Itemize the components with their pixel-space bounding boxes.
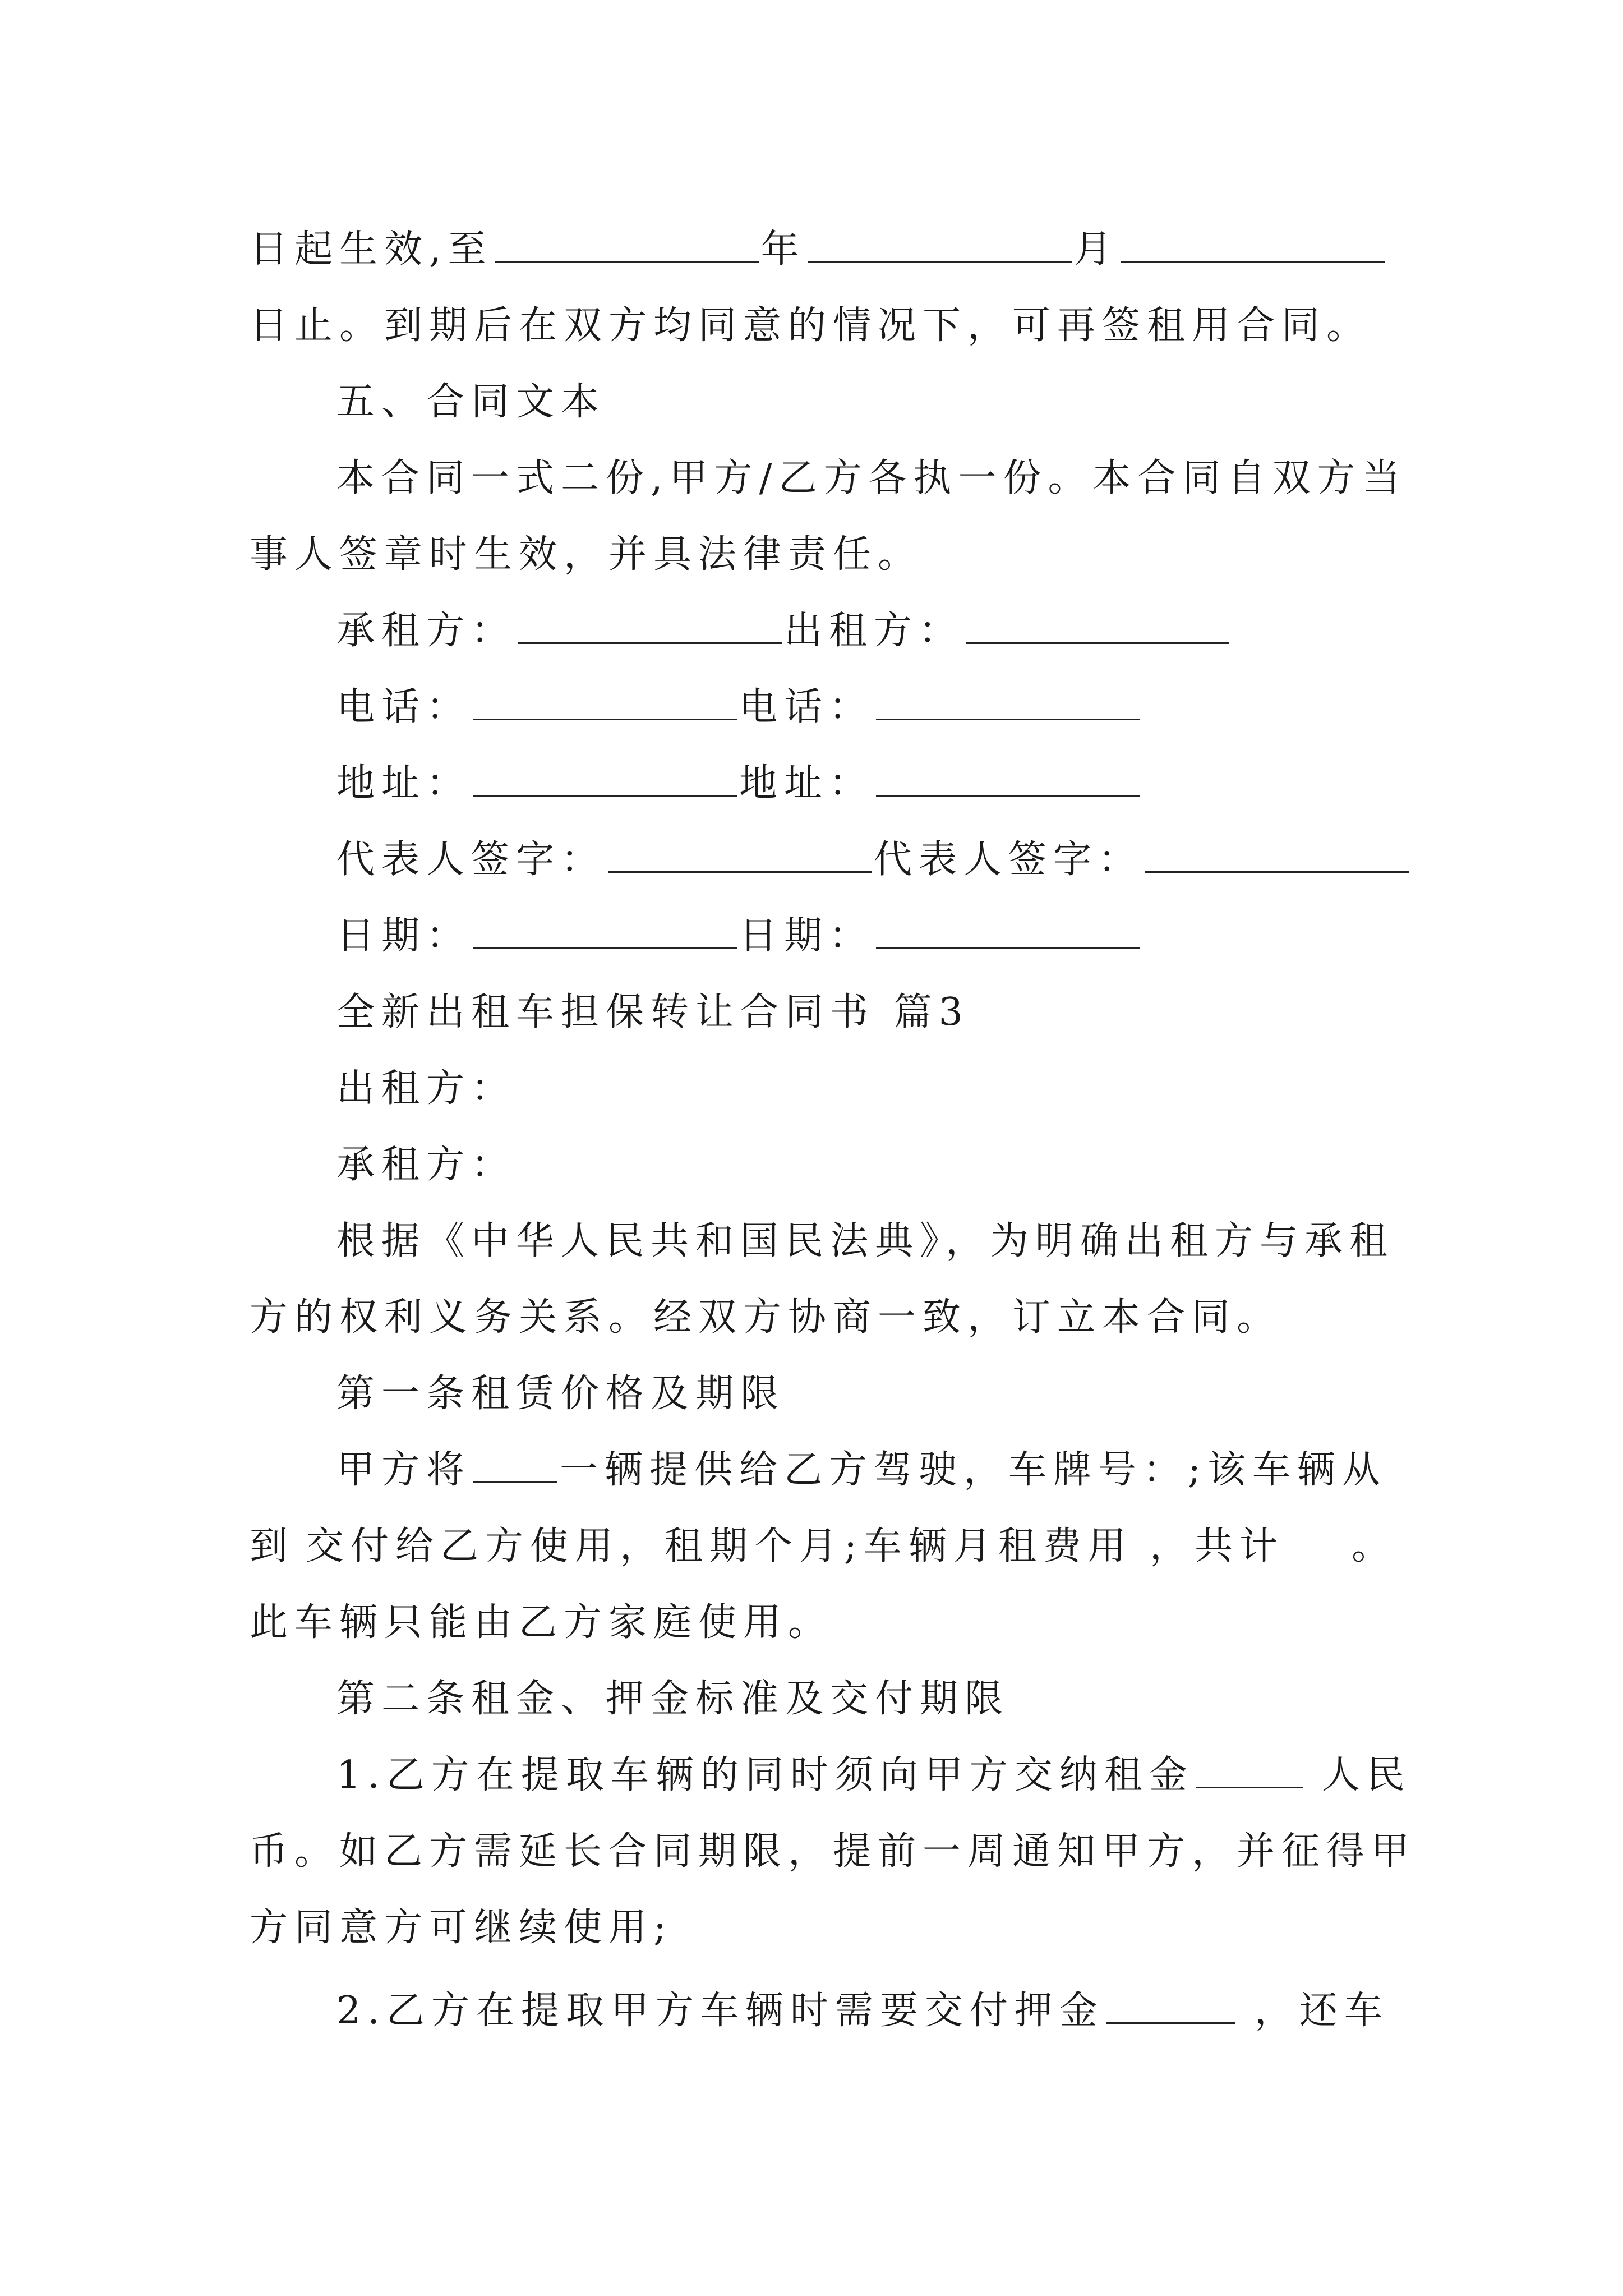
- section-heading: [336, 360, 606, 436]
- doc-line: [336, 1969, 1389, 2045]
- blank-field: [876, 687, 1140, 720]
- doc-line: [336, 1428, 1387, 1504]
- doc-line: [250, 1504, 1396, 1581]
- doc-line: [250, 1886, 673, 1962]
- text-segment: 出租方：: [336, 1066, 517, 1111]
- blank-field: [473, 1450, 557, 1483]
- text-segment: 日起生效,至: [250, 227, 493, 272]
- doc-line: [250, 513, 923, 589]
- text-segment: 本合同一式二份,甲方/乙方各执一份。本合同自双方当: [336, 455, 1407, 500]
- blank-field: [876, 916, 1140, 949]
- text-segment: 月: [1073, 227, 1119, 272]
- article-heading: [336, 1657, 1009, 1733]
- text-segment: 到: [250, 1524, 295, 1568]
- text-segment: 2.乙方在提取甲方车辆时需要交付押金: [336, 1988, 1104, 2033]
- doc-line: [250, 1810, 1416, 1886]
- doc-line: [336, 436, 1407, 513]
- field-label: 地址：: [336, 761, 472, 806]
- text-segment: 方的权利义务关系。经双方协商一致，订立本合同。: [250, 1295, 1282, 1340]
- text-segment: 第二条租金、押金标准及交付期限: [336, 1676, 1010, 1721]
- field-label: 代表人签字：: [874, 837, 1144, 882]
- field-label: 承租方：: [336, 608, 517, 653]
- document-title: [336, 970, 970, 1047]
- text-segment: 根据《中华人民共和国民法典》，为明确出租方与承租: [336, 1218, 1395, 1263]
- text-segment: 事人签章时生效，并具法律责任。: [250, 532, 923, 577]
- text-segment: 1.乙方在提取车辆的同时须向甲方交纳租金: [336, 1752, 1194, 1797]
- text-segment: 方同意方可继续使用;: [250, 1905, 673, 1950]
- blank-year: [495, 229, 759, 263]
- doc-line: [336, 1199, 1394, 1276]
- text-segment: 人民: [1321, 1752, 1412, 1797]
- text-segment: 五、合同文本: [336, 379, 606, 424]
- text-segment: 。: [1351, 1524, 1396, 1568]
- doc-line: [250, 1276, 1281, 1352]
- text-segment: 承租方：: [336, 1142, 517, 1187]
- blank-month: [808, 229, 1072, 263]
- text-segment: 此车辆只能由乙方家庭使用。: [250, 1600, 833, 1645]
- field-label: 日期：: [739, 913, 874, 958]
- blank-field: [966, 611, 1229, 644]
- blank-field: [473, 763, 737, 797]
- field-label: 代表人签字：: [336, 837, 606, 882]
- field-label: 电话：: [336, 684, 472, 729]
- blank-field: [473, 916, 737, 949]
- text-segment: 全新出租车担保转让合同书 篇3: [336, 990, 970, 1034]
- doc-line: [250, 284, 1371, 360]
- text-segment: 交付给乙方使用，租期个月;车辆月租费用: [306, 1524, 1133, 1568]
- text-segment: 年: [760, 227, 806, 272]
- blank-field: [473, 687, 737, 720]
- field-label: 出租方：: [784, 608, 964, 653]
- signature-row: [336, 742, 1142, 818]
- blank-field: [1106, 1991, 1235, 2024]
- doc-line: [336, 1733, 1412, 1810]
- party-line: [336, 1047, 516, 1123]
- signature-row: [336, 589, 1232, 665]
- text-segment: 日止。到期后在双方均同意的情况下，可再签租用合同。: [250, 303, 1372, 348]
- signature-row: [336, 818, 1411, 894]
- text-segment: ，还车: [1254, 1988, 1389, 2033]
- doc-line: [250, 208, 1387, 284]
- article-heading: [336, 1352, 785, 1428]
- text-segment: ，共计: [1149, 1524, 1284, 1568]
- blank-field: [608, 840, 872, 873]
- signature-row: [336, 665, 1142, 742]
- signature-row: [336, 894, 1142, 970]
- field-label: 电话：: [739, 684, 874, 729]
- blank-field: [518, 611, 782, 644]
- doc-line: [250, 1581, 833, 1657]
- blank-day: [1121, 229, 1385, 263]
- field-label: 地址：: [739, 761, 874, 806]
- blank-field: [1196, 1755, 1303, 1788]
- text-segment: 第一条租赁价格及期限: [336, 1371, 786, 1416]
- field-label: 日期：: [336, 913, 472, 958]
- blank-field: [876, 763, 1140, 797]
- text-segment: 一辆提供给乙方驾驶，车牌号：;该车辆从: [560, 1447, 1387, 1492]
- blank-field: [1145, 840, 1409, 873]
- party-line: [336, 1123, 516, 1199]
- text-segment: 币。如乙方需延长合同期限，提前一周通知甲方，并征得甲: [250, 1829, 1417, 1874]
- text-segment: 甲方将: [336, 1447, 472, 1492]
